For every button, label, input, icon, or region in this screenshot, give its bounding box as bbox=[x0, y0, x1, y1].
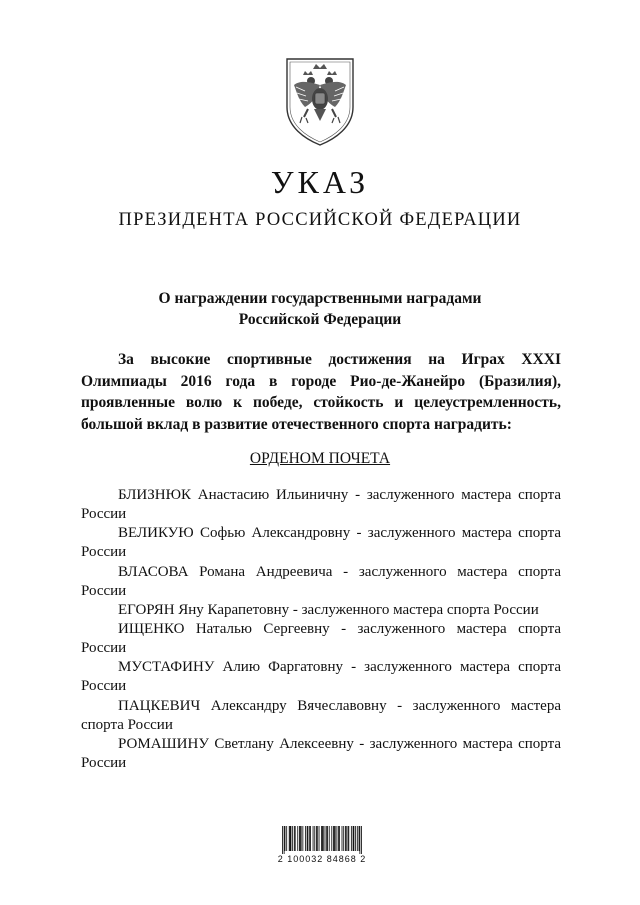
barcode-bar bbox=[327, 826, 328, 851]
barcode-bar bbox=[294, 826, 295, 851]
barcode-bar bbox=[282, 826, 283, 854]
barcode-bar bbox=[323, 826, 324, 851]
barcode-bar bbox=[348, 826, 349, 851]
barcode-bar bbox=[299, 826, 300, 851]
barcode-bar bbox=[348, 826, 349, 851]
barcode-bar bbox=[285, 826, 286, 851]
barcode-bar bbox=[325, 826, 326, 851]
barcode-bar bbox=[292, 826, 293, 851]
awardee-entry: ПАЦКЕВИЧ Александру Вячеславовну - заслуженного мастера спорта России bbox=[81, 697, 561, 733]
barcode-bar bbox=[342, 826, 343, 851]
barcode-bar bbox=[322, 826, 323, 851]
awardee-entry: РОМАШИНУ Светлану Алексеевну - заслуженного мастера спорта России bbox=[81, 736, 561, 772]
awardee-entry: ВЛАСОВА Романа Андреевича - заслуженного мастера спорта России bbox=[81, 563, 561, 599]
barcode-bar bbox=[319, 826, 320, 851]
barcode-bar bbox=[329, 826, 330, 851]
coat-of-arms-icon bbox=[283, 55, 357, 147]
barcode-bar bbox=[309, 826, 310, 851]
barcode-bar bbox=[353, 826, 354, 851]
barcode-bar bbox=[339, 826, 340, 851]
barcode-bar bbox=[305, 826, 306, 851]
barcode-bar bbox=[286, 826, 287, 851]
barcode-bar bbox=[359, 826, 360, 851]
barcode-bar bbox=[295, 826, 296, 851]
barcode-bar bbox=[357, 826, 358, 851]
barcode-bar bbox=[290, 826, 291, 851]
barcode-bar bbox=[302, 826, 303, 851]
preamble-paragraph: За высокие спортивные достижения на Играх XXXI Олимпиады 2016 года в городе Рио-де-Жанейро (Бразилия), проявленные волю к победе, стойкость и целеустремленность, большой вклад в развитие отечественного спорта наградить: bbox=[81, 351, 561, 433]
barcode-bar bbox=[335, 826, 336, 851]
barcode-bar bbox=[291, 826, 292, 851]
barcode-bar bbox=[301, 826, 302, 851]
barcode-bar bbox=[346, 826, 347, 851]
barcode-bar bbox=[307, 826, 308, 851]
barcode-bar bbox=[331, 826, 332, 851]
barcode-bar bbox=[345, 826, 346, 851]
awardee-entry: БЛИЗНЮК Анастасию Ильиничну - заслуженного мастера спорта России bbox=[81, 487, 561, 522]
barcode-icon bbox=[272, 818, 372, 880]
document-subject bbox=[0, 288, 640, 330]
barcode-bar bbox=[289, 826, 290, 851]
barcode-bar bbox=[351, 826, 352, 851]
barcode-bar bbox=[334, 826, 335, 851]
barcode-bar bbox=[284, 826, 285, 854]
barcode-bar bbox=[338, 826, 339, 851]
barcode-bar bbox=[355, 826, 356, 851]
barcode-bar bbox=[317, 826, 318, 851]
barcode-bar bbox=[361, 826, 362, 854]
barcode-bar bbox=[308, 826, 309, 851]
order-title: ОРДЕНОМ ПОЧЕТА bbox=[249, 450, 391, 467]
barcode-bar bbox=[297, 826, 298, 851]
awardee-entry: ВЕЛИКУЮ Софью Александровну - заслуженного мастера спорта России bbox=[81, 525, 561, 561]
barcode-bar bbox=[314, 826, 315, 851]
barcode-bar bbox=[300, 826, 301, 851]
subject-line: О награждении государственными наградами bbox=[158, 290, 482, 307]
awardee-entry: ИЩЕНКО Наталью Сергеевну - заслуженного мастера спорта России bbox=[81, 621, 561, 657]
awardee-entry: МУСТАФИНУ Алию Фаргатовну - заслуженного мастера спорта России bbox=[81, 659, 561, 695]
subject-line: Российской Федерации bbox=[238, 311, 402, 328]
awardee-entry: ЕГОРЯН Яну Карапетовну - заслуженного мастера спорта России bbox=[118, 601, 539, 618]
document-title: УКАЗ bbox=[270, 164, 370, 200]
barcode-bar bbox=[343, 826, 344, 851]
barcode-bar bbox=[359, 826, 360, 854]
awardee-list bbox=[81, 486, 561, 773]
barcode-number: 2 100032 84868 2 bbox=[277, 854, 367, 864]
barcode-bar bbox=[310, 826, 311, 851]
barcode-bar bbox=[336, 826, 337, 851]
barcode-bar bbox=[353, 826, 354, 851]
document-subtitle: ПРЕЗИДЕНТА РОССИЙСКОЙ ФЕДЕРАЦИИ bbox=[118, 210, 522, 230]
barcode-bar bbox=[321, 826, 322, 851]
barcode-bar bbox=[333, 826, 334, 851]
barcode-bar bbox=[313, 826, 314, 851]
barcode-bar bbox=[316, 826, 317, 851]
barcode-bar bbox=[326, 826, 327, 851]
